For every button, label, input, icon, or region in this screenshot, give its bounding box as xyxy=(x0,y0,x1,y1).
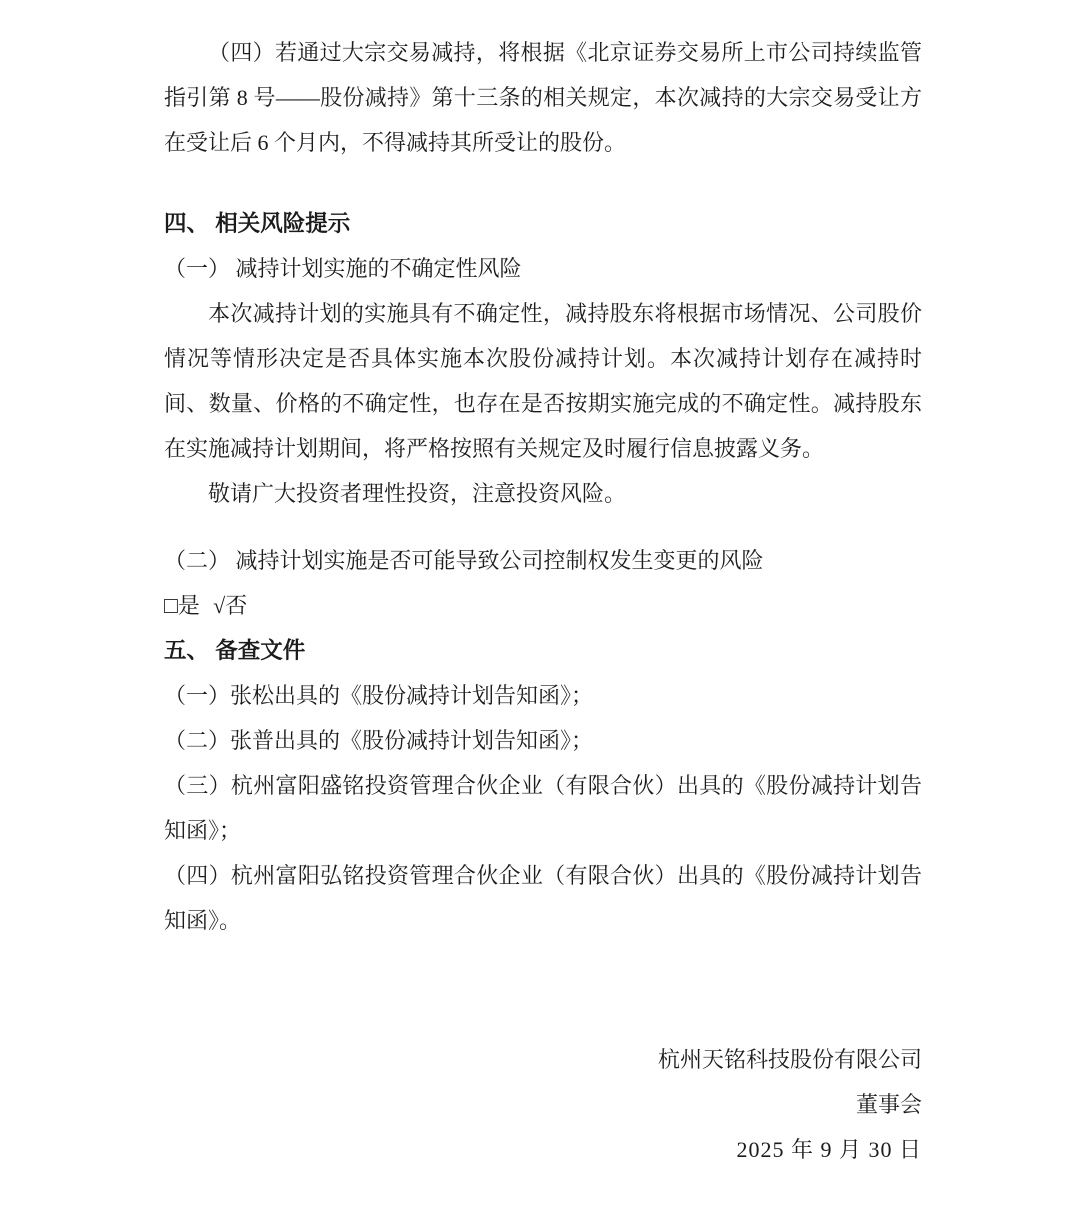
checkbox-unchecked-icon: □ xyxy=(164,593,178,618)
paragraph-investor-reminder: 敬请广大投资者理性投资，注意投资风险。 xyxy=(208,481,627,506)
checkbox-no-label: 否 xyxy=(225,593,248,618)
signature-company-name: 杭州天铭科技股份有限公司 xyxy=(657,1047,922,1072)
section-heading-risk-notice: 四、 相关风险提示 xyxy=(164,211,351,236)
checkbox-yes-label: 是 xyxy=(177,593,200,618)
paragraph-block-trade-rule: （四）若通过大宗交易减持，将根据《北京证券交易所上市公司持续监管指引第 8 号——股份减持》第十三条的相关规定，本次减持的大宗交易受让方在受让后 6 个月内，不得减持其所受让的股份。 xyxy=(164,40,922,155)
signature-signer: 董事会 xyxy=(855,1092,922,1117)
signature-block xyxy=(164,1037,922,1172)
reference-doc-item-2: （二）张普出具的《股份减持计划告知函》； xyxy=(164,728,594,753)
reference-doc-item-1: （一）张松出具的《股份减持计划告知函》； xyxy=(164,683,594,708)
subheading-control-change-risk: （二） 减持计划实施是否可能导致公司控制权发生变更的风险 xyxy=(164,548,764,573)
control-change-answer-line xyxy=(164,583,922,628)
checkbox-no-option xyxy=(213,593,247,618)
signature-date: 2025 年 9 月 30 日 xyxy=(736,1137,922,1162)
reference-doc-item-3: （三）杭州富阳盛铭投资管理合伙企业（有限合伙）出具的《股份减持计划告知函》； xyxy=(164,773,922,843)
section-heading-reference-documents: 五、 备查文件 xyxy=(164,638,306,663)
check-mark-icon: √ xyxy=(213,593,226,618)
paragraph-uncertainty-detail: 本次减持计划的实施具有不确定性，减持股东将根据市场情况、公司股价情况等情形决定是否具体实施本次股份减持计划。本次减持计划存在减持时间、数量、价格的不确定性，也存在是否按期实施完成的不确定性。减持股东在实施减持计划期间，将严格按照有关规定及时履行信息披露义务。 xyxy=(164,301,922,461)
checkbox-yes-option xyxy=(164,593,200,618)
reference-doc-item-4: （四）杭州富阳弘铭投资管理合伙企业（有限合伙）出具的《股份减持计划告知函》。 xyxy=(164,863,922,933)
subheading-uncertainty-risk: （一） 减持计划实施的不确定性风险 xyxy=(164,256,522,281)
